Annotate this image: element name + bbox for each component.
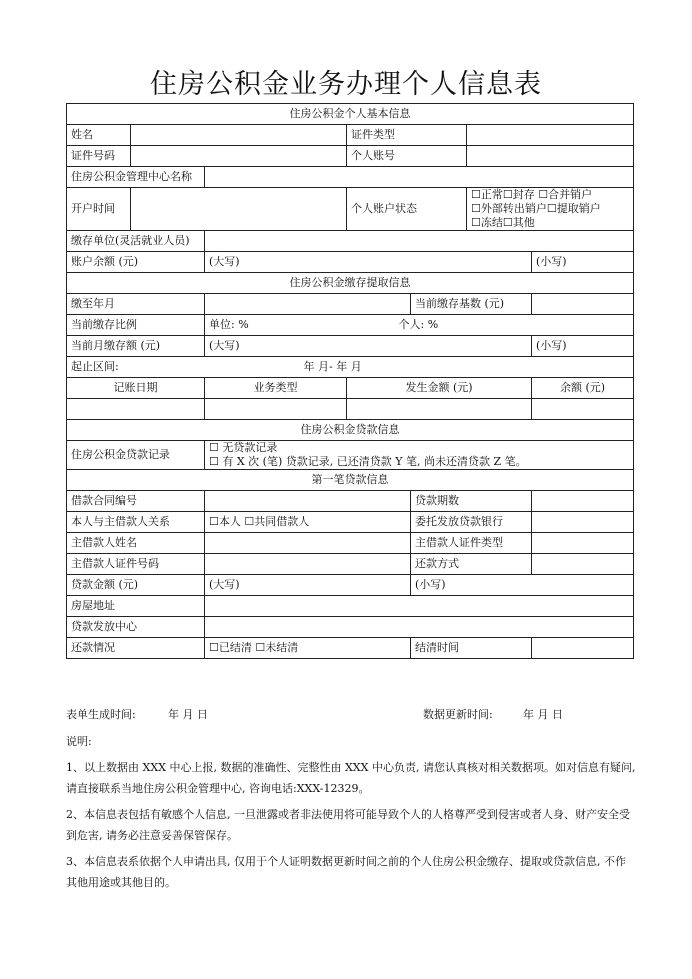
cert-type-label: 证件类型 (347, 125, 467, 146)
ratio-label: 当前缴存比例 (67, 315, 205, 336)
record-balance-cell[interactable] (532, 399, 634, 420)
col-header-amount: 发生金额 (元) (347, 378, 532, 399)
status-option-line[interactable]: ☐冻结☐其他 (471, 216, 535, 229)
main-name-label: 主借款人姓名 (67, 533, 205, 554)
address-field[interactable] (205, 596, 634, 617)
info-table (66, 103, 634, 659)
section-first-loan-header: 第一笔贷款信息 (67, 470, 634, 491)
open-time-label: 开户时间 (67, 188, 131, 231)
repay-mode-label: 还款方式 (411, 554, 532, 575)
account-no-field[interactable] (467, 146, 634, 167)
center-name-field[interactable] (205, 167, 634, 188)
repay-status-options[interactable]: ☐已结清 ☐未结清 (205, 638, 411, 659)
repay-status-label: 还款情况 (67, 638, 205, 659)
record-date-cell[interactable] (67, 399, 205, 420)
paid-to-label: 缴至年月 (67, 294, 205, 315)
section-basic-info-header: 住房公积金个人基本信息 (67, 104, 634, 125)
note-3 (66, 851, 636, 893)
main-cert-no-field[interactable] (205, 554, 411, 575)
col-header-type: 业务类型 (205, 378, 347, 399)
monthly-upper-field[interactable]: (大写) (205, 336, 532, 357)
section-loan-header: 住房公积金贷款信息 (67, 420, 634, 441)
main-cert-no-label: 主借款人证件号码 (67, 554, 205, 575)
employer-label: 缴存单位(灵活就业人员) (67, 231, 205, 252)
monthly-lower-field[interactable]: (小写) (532, 336, 634, 357)
repay-mode-field[interactable] (532, 554, 634, 575)
generate-time-value: 年 月 日 (168, 708, 208, 721)
person-ratio-field[interactable]: 个人: % (347, 315, 634, 336)
base-label: 当前缴存基数 (元) (411, 294, 532, 315)
relation-label: 本人与主借款人关系 (67, 512, 205, 533)
col-header-balance: 余额 (元) (532, 378, 634, 399)
update-time-value: 年 月 日 (523, 708, 563, 721)
account-no-label: 个人账号 (347, 146, 467, 167)
paid-to-field[interactable] (205, 294, 411, 315)
unit-ratio-field[interactable]: 单位: % (205, 315, 347, 336)
open-time-field[interactable] (131, 188, 347, 231)
record-amount-cell[interactable] (347, 399, 532, 420)
name-label: 姓名 (67, 125, 131, 146)
main-cert-type-field[interactable] (532, 533, 634, 554)
base-field[interactable] (532, 294, 634, 315)
employer-field[interactable] (205, 231, 634, 252)
cert-no-label: 证件号码 (67, 146, 131, 167)
name-field[interactable] (131, 125, 347, 146)
loan-option-has[interactable]: ☐ 有 X 次 (笔) 贷款记录, 已还清贷款 Y 笔, 尚未还清贷款 Z 笔。 (209, 455, 527, 468)
account-status-label: 个人账户状态 (347, 188, 467, 231)
note-1-text: 1、以上数据由 XXX 中心上报, 数据的准确性、完整性由 XXX 中心负责, 请您认真核对相关数据项。如对信息有疑问, 请直接联系当地住房公积金管理中心, 咨询电话:XXX-12329。 (66, 761, 636, 795)
period-field[interactable]: 年 月- 年 月 (205, 357, 634, 378)
update-time-label: 数据更新时间: (423, 708, 493, 721)
note-1 (66, 757, 636, 799)
loan-option-none[interactable]: ☐ 无贷款记录 (209, 441, 278, 454)
cert-type-field[interactable] (467, 125, 634, 146)
contract-label: 借款合同编号 (67, 491, 205, 512)
main-name-field[interactable] (205, 533, 411, 554)
amount-lower-field[interactable]: (小写) (411, 575, 634, 596)
section-deposit-header: 住房公积金缴存提取信息 (67, 273, 634, 294)
issuer-label: 贷款发放中心 (67, 617, 205, 638)
bank-field[interactable] (532, 512, 634, 533)
note-2-text: 2、本信息表包括有敏感个人信息, 一旦泄露或者非法使用将可能导致个人的人格尊严受到侵害或者人身、财产安全受到危害, 请务必注意妥善保管保存。 (66, 808, 630, 842)
settle-time-label: 结清时间 (411, 638, 532, 659)
amount-label: 贷款金额 (元) (67, 575, 205, 596)
cert-no-field[interactable] (131, 146, 347, 167)
settle-time-field[interactable] (532, 638, 634, 659)
notes-heading: 说明: (66, 735, 92, 748)
note-2 (66, 804, 636, 846)
account-status-options[interactable] (467, 188, 634, 231)
balance-lower-field[interactable]: (小写) (532, 252, 634, 273)
center-name-label: 住房公积金管理中心名称 (67, 167, 205, 188)
address-label: 房屋地址 (67, 596, 205, 617)
term-label: 贷款期数 (411, 491, 532, 512)
balance-upper-field[interactable]: (大写) (205, 252, 532, 273)
bank-label: 委托发放贷款银行 (411, 512, 532, 533)
loan-record-label: 住房公积金贷款记录 (67, 441, 205, 470)
loan-record-options[interactable] (205, 441, 634, 470)
note-3-text: 3、本信息表系依据个人申请出具, 仅用于个人证明数据更新时间之前的个人住房公积金缴存、提取或贷款信息, 不作其他用途或其他目的。 (66, 855, 626, 889)
period-label: 起止区间: (67, 357, 205, 378)
term-field[interactable] (532, 491, 634, 512)
record-type-cell[interactable] (205, 399, 347, 420)
amount-upper-field[interactable]: (大写) (205, 575, 411, 596)
page-title: 住房公积金业务办理个人信息表 (150, 69, 542, 100)
generate-time-label: 表单生成时间: (66, 708, 136, 721)
status-option-line[interactable]: ☐外部转出销户☐提取销户 (471, 202, 601, 215)
balance-label: 账户余额 (元) (67, 252, 205, 273)
issuer-field[interactable] (205, 617, 634, 638)
relation-options[interactable]: ☐本人 ☐共同借款人 (205, 512, 411, 533)
main-cert-type-label: 主借款人证件类型 (411, 533, 532, 554)
status-option-line[interactable]: ☐正常☐封存 ☐合并销户 (471, 188, 593, 201)
col-header-date: 记账日期 (67, 378, 205, 399)
contract-field[interactable] (205, 491, 411, 512)
monthly-label: 当前月缴存额 (元) (67, 336, 205, 357)
